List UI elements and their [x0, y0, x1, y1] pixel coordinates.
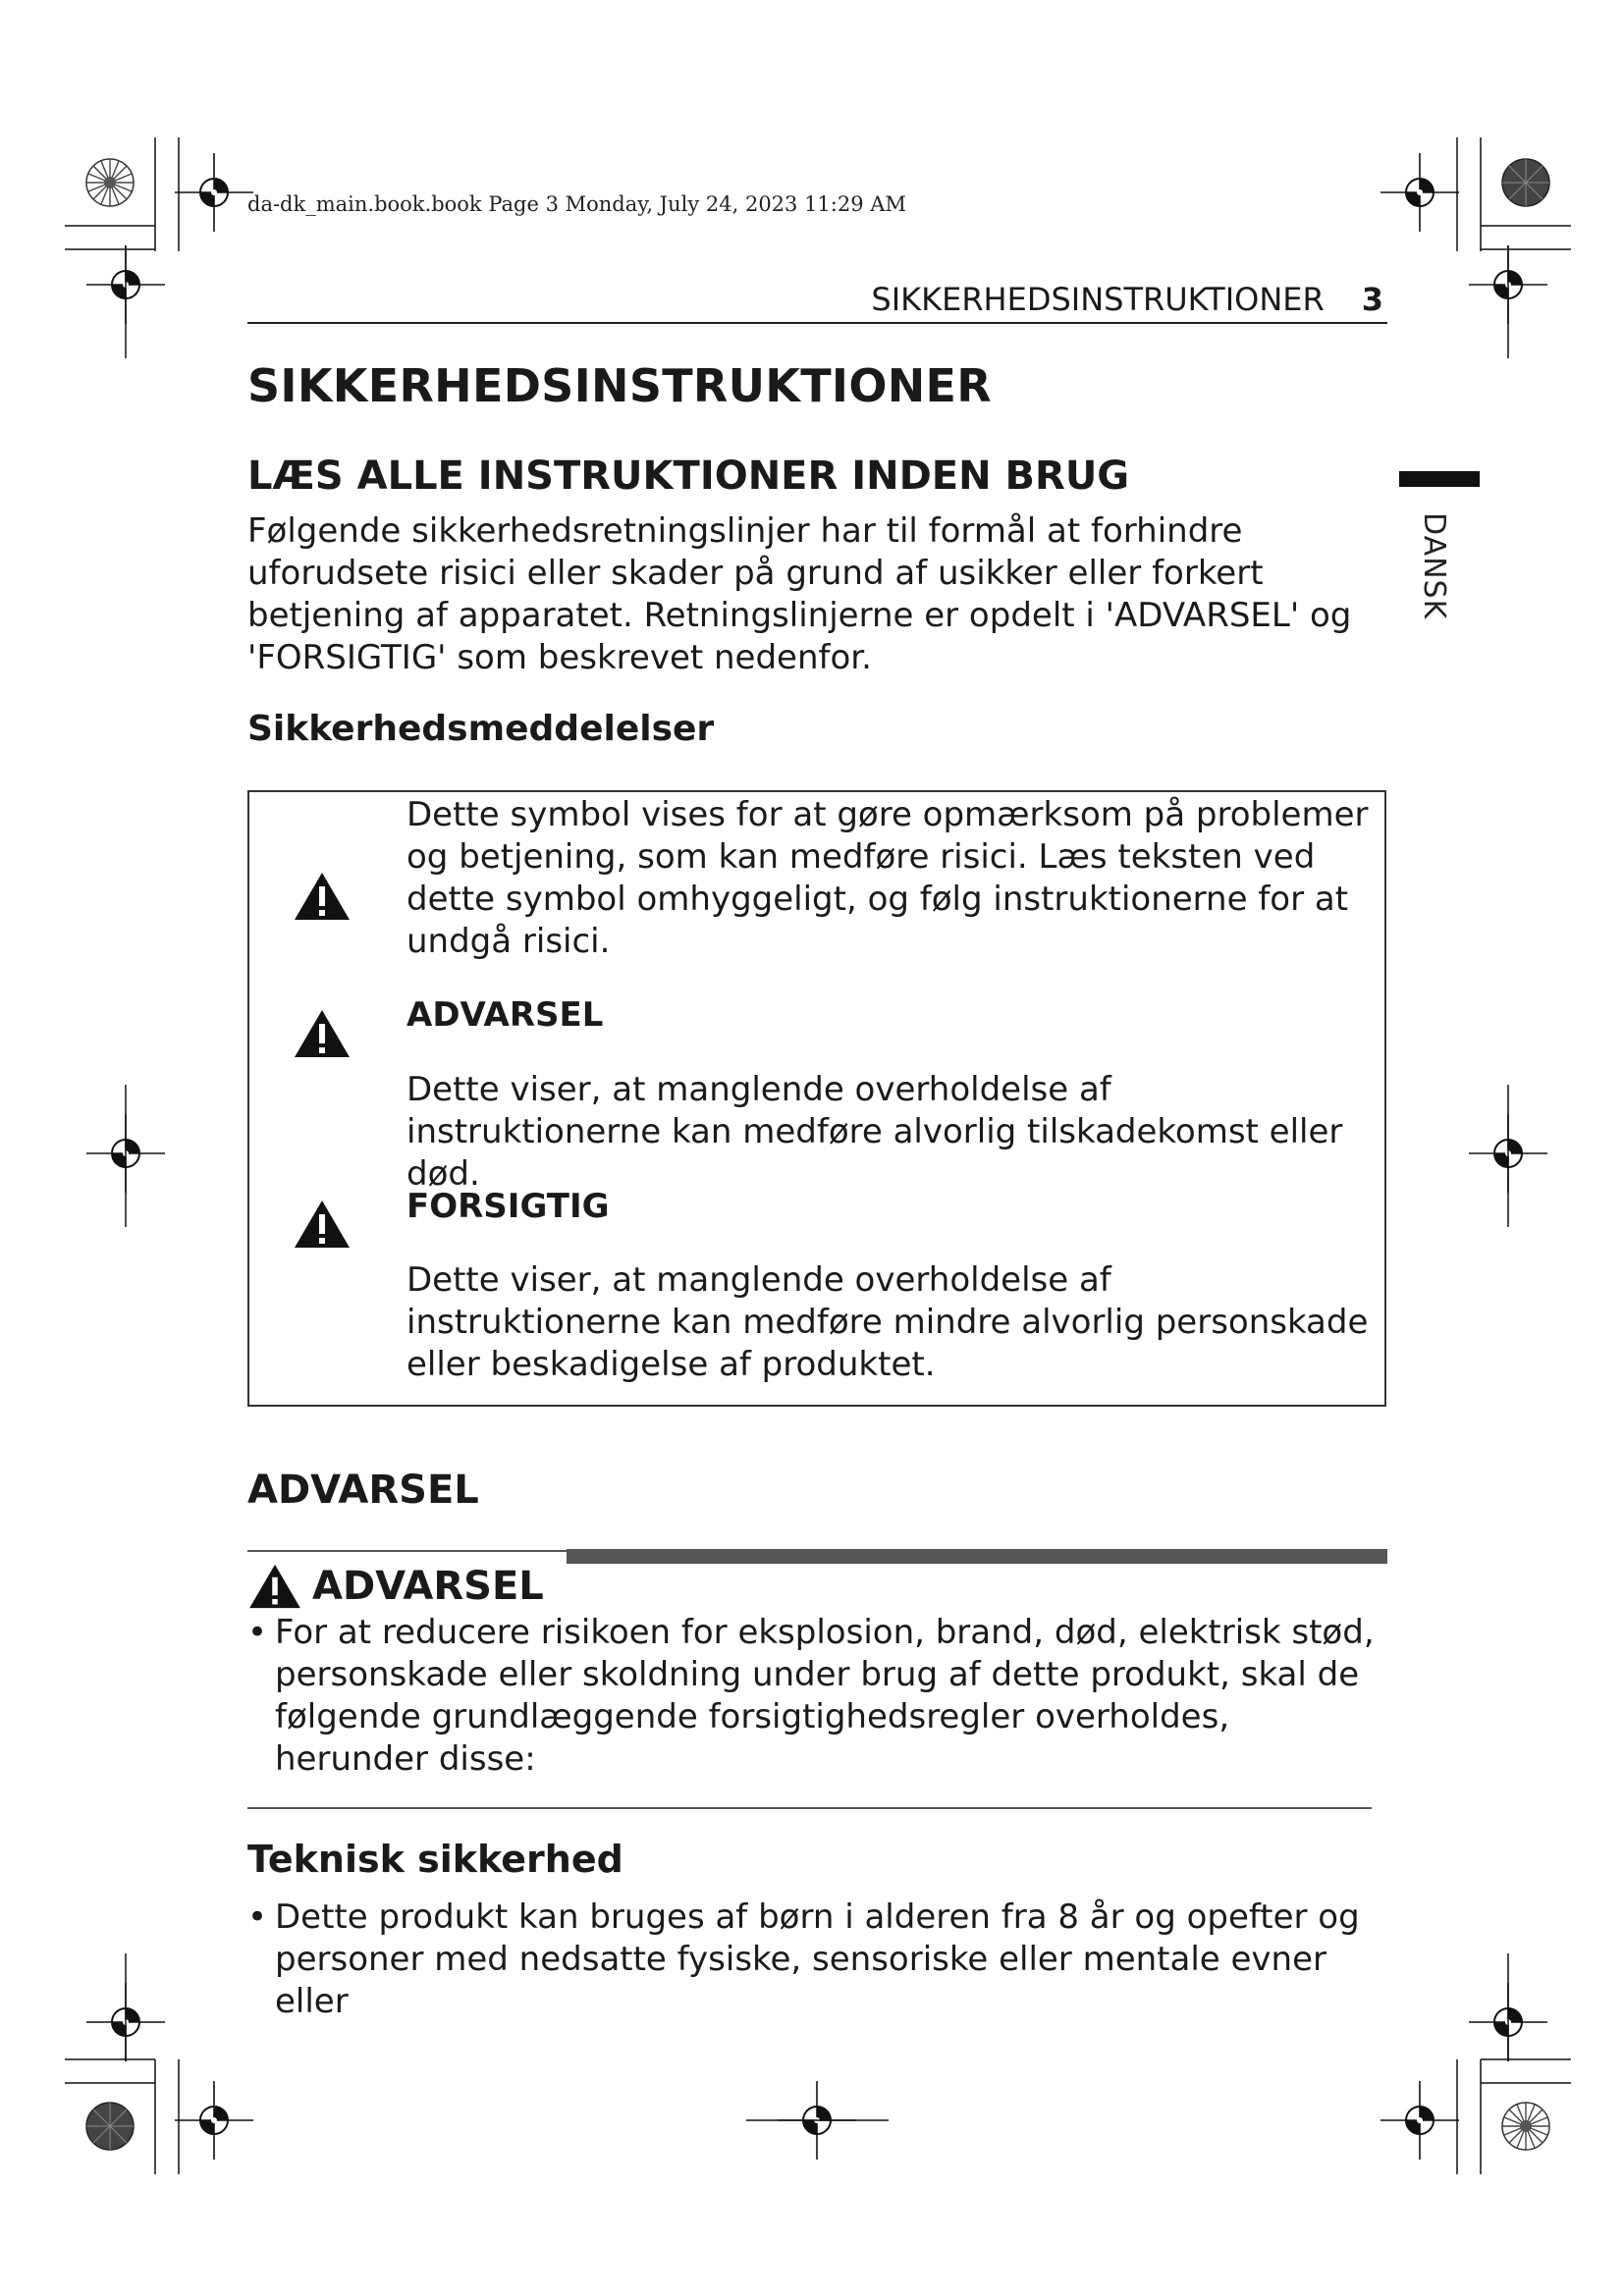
- read-instructions-heading: LÆS ALLE INSTRUKTIONER INDEN BRUG: [247, 454, 1130, 499]
- advarsel-rule-thick: [567, 1549, 1387, 1564]
- advarsel-heading: ADVARSEL: [247, 1468, 479, 1513]
- advarsel-callout: [247, 1559, 544, 1614]
- caution-description: Dette viser, at manglende overholdelse af instruktionerne kan medføre mindre alvorlig personskade eller beskadigelse af produktet.: [406, 1260, 1369, 1384]
- running-header: [247, 277, 1387, 324]
- warning-label: ADVARSEL: [406, 995, 604, 1035]
- warning-description: Dette viser, at manglende overholdelse af instruktionerne kan medføre alvorlig tilskadekomst eller død.: [406, 1070, 1343, 1194]
- advarsel-rule-thin: [247, 1550, 567, 1552]
- language-tab-bar: [1399, 471, 1480, 487]
- page-title: SIKKERHEDSINSTRUKTIONER: [247, 359, 992, 412]
- safety-notices-heading: Sikkerhedsmeddelelser: [247, 709, 715, 749]
- section-divider: [247, 1807, 1372, 1809]
- advarsel-bullet: [247, 1612, 1386, 1781]
- page-number: 3: [1361, 281, 1383, 318]
- bullet-dot: •: [247, 1613, 268, 1652]
- intro-paragraph: Følgende sikkerhedsretningslinjer har til formål at forhindre uforudsete risici eller skader på grund af usikker eller forkert betjening af apparatet. Retningslinjerne er opdelt i 'ADVARSEL' og 'FORSIGTIG' som beskrevet nedenfor.: [247, 511, 1352, 677]
- caution-label: FORSIGTIG: [406, 1187, 610, 1226]
- technical-bullet-text: Dette produkt kan bruges af børn i alderen fra 8 år og opefter og personer med nedsatte fysiske, sensoriske eller mentale evner eller: [275, 1897, 1360, 2021]
- print-slug: da-dk_main.book.book Page 3 Monday, July 24, 2023 11:29 AM: [247, 192, 906, 216]
- symbol-description: Dette symbol vises for at gøre opmærksom på problemer og betjening, som kan medføre risici. Læs teksten ved dette symbol omhyggeligt, og følg instruktionerne for at undgå risici.: [406, 795, 1369, 961]
- safety-notices-box: [247, 790, 1386, 1407]
- header-section-title: SIKKERHEDSINSTRUKTIONER: [871, 281, 1325, 318]
- warning-triangle-icon: [247, 1563, 302, 1610]
- caution-triangle-icon: [293, 1199, 352, 1250]
- technical-safety-heading: Teknisk sikkerhed: [247, 1838, 623, 1881]
- technical-bullet: [247, 1896, 1386, 2023]
- language-tab-label: DANSK: [1417, 512, 1451, 620]
- bullet-dot: •: [247, 1897, 268, 1937]
- warning-triangle-icon: [293, 871, 352, 922]
- advarsel-callout-label: ADVARSEL: [312, 1564, 544, 1609]
- advarsel-bullet-text: For at reducere risikoen for eksplosion, brand, død, elektrisk stød, personskade eller skoldning under brug af dette produkt, skal de følgende grundlæggende forsigtighedsregler overholdes, herunder disse:: [275, 1613, 1375, 1779]
- warning-triangle-icon: [293, 1008, 352, 1059]
